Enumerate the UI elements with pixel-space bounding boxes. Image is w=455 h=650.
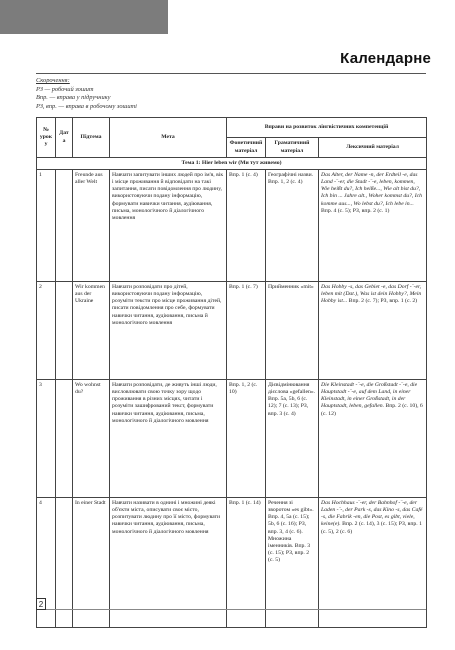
cell-grammar: Прийменник «mit»	[266, 282, 319, 380]
cell-subtopic: Wo wohnst du?	[73, 380, 110, 498]
top-decor-band	[0, 0, 168, 34]
footer-rule	[46, 609, 426, 610]
cell-phonetic: Впр. 1 (с. 4)	[227, 170, 266, 282]
cell-lexical	[319, 170, 427, 282]
cell-num: 1	[37, 170, 56, 282]
header-goal: Мета	[110, 118, 227, 158]
header-phonetic: Фонетичний матеріал	[227, 138, 266, 158]
cell-lexical	[319, 380, 427, 498]
table-row	[37, 380, 427, 498]
cell-lexical	[319, 282, 427, 380]
cell-phonetic: Впр. 1 (с. 7)	[227, 282, 266, 380]
cell-subtopic: Freunde aus aller Welt	[73, 170, 110, 282]
cell-grammar: Речення зі зворотом «es gibt». Впр. 4, 5а (с. 15); 5b, 6 (с. 16); РЗ, впр. 3, 4 (с. 6). Множина іменників. Впр. 3 (с. 15); РЗ, впр. 2 (с. 5)	[266, 498, 319, 628]
cell-grammar: Дієвідмінювання дієслова «gefallen». Впр. 5а, 5b, 6 (с. 12); 7 (с. 13); РЗ, впр. 3 (с. 4)	[266, 380, 319, 498]
header-date: Дата	[56, 118, 73, 158]
cell-goal: Навчати розповідати, де живуть інші люди, висловлювати свою точку зору щодо проживання в різних місцях, читати і розуміти зашифрований текст, формувати навички читання, аудіювання, письма, монологічного й діалогічного мовлення	[110, 380, 227, 498]
cell-phonetic: Впр. 1, 2 (с. 10)	[227, 380, 266, 498]
cell-date	[56, 380, 73, 498]
lexical-exercises: Впр. 2 (с. 14), 3 (с. 15); РЗ, впр. 1 (с. 5), 2 (с. 6)	[321, 521, 422, 535]
lexical-exercises: Впр. 2 (с. 7); РЗ, впр. 1 (с. 2)	[348, 298, 418, 305]
abbreviations-block	[36, 77, 137, 111]
abbreviations-title: Скорочення:	[36, 77, 70, 84]
header-subtopic: Підтема	[73, 118, 110, 158]
lexical-exercises: Впр. 2 (с. 10), 6 (с. 12)	[321, 403, 423, 417]
page-title: Календарне	[340, 50, 431, 67]
header-lexical: Лексичний матеріал	[319, 138, 427, 158]
lexical-exercises: Впр. 4 (с. 5); РЗ, впр. 2 (с. 1)	[321, 207, 390, 214]
lexical-words: Die Kleinstadt -¨-e, die Großstadt -¨-e, die Hauptstadt -¨-e, auf dem Land, in einer Kleinstadt, in einer Großstadt, in der Hauptstadt, leben, gefallen.	[321, 381, 418, 410]
cell-goal: Навчати розповідати про дітей, використовуючи подану інформацію, розуміти тексти про місце проживання дітей, писати повідомлення про себе, формувати навички читання, аудіювання, письма й монологічного мовлення	[110, 282, 227, 380]
header-rule	[36, 73, 426, 74]
cell-subtopic: Wir kommen aus der Ukraine	[73, 282, 110, 380]
cell-date	[56, 282, 73, 380]
table-row	[37, 282, 427, 380]
abbreviation-line: Впр. — вправа у підручнику	[36, 94, 111, 102]
lexical-words: Das Hobby -s, das Gebiet -e, das Dorf -¨-er, leben mit (Dat.), Was ist dein Hobby?, Mein Hobby ist...	[321, 283, 422, 305]
topic-row: Тема 1: Hier leben wir (Ми тут живемо)	[37, 158, 427, 170]
cell-goal: Навчати запитувати інших людей про ім'я, вік і місце проживання й відповідати на такі запитання, писати повідомлення про людину, використовуючи подану інформацію, формувати навички читання, аудіювання, письма, монологічного й діалогічного мовлення	[110, 170, 227, 282]
cell-num: 2	[37, 282, 56, 380]
header-exercises-group: Вправи на розвиток лінгвістичних компетенцій	[227, 118, 427, 138]
abbreviation-line: РЗ — робочий зошит	[36, 85, 94, 93]
cell-phonetic: Впр. 1 (с. 14)	[227, 498, 266, 628]
header-lesson-number: № уроку	[37, 118, 56, 158]
abbreviation-line: РЗ, впр. — вправа в робочому зошиті	[36, 102, 137, 110]
header-grammar: Граматичний матеріал	[266, 138, 319, 158]
cell-date	[56, 170, 73, 282]
lexical-words: Das Alter, der Name -n, der Erdteil -e, das Land -¨-er, die Stadt -¨-e, leben, kommen, Wie heißt du?, Ich heiße..., Wie alt bist du?, Ich bin ... Jahre alt., Woher kommst du?, Ich komme aus..., Wo lebst du?, Ich lebe in...	[321, 171, 422, 207]
cell-num: 3	[37, 380, 56, 498]
cell-num: 4	[37, 498, 56, 628]
lexical-words: Das Hochhaus -¨-er, der Bahnhof -¨-e, der Laden -¨-, der Park -s, das Kino -s, das Café -s, die Fabrik -en, die Post, es gibt, viele, keine(e).	[321, 499, 423, 528]
cell-subtopic: In einer Stadt	[73, 498, 110, 628]
calendar-plan-table	[36, 117, 426, 628]
table-row	[37, 170, 427, 282]
cell-goal: Навчати називати в однині і множині деякі об'єкти міста, описувати своє місто, розпитувати людину про її місто, формувати навички читання, аудіювання, письма, монологічного й діалогічного мовлення	[110, 498, 227, 628]
page-number: 2	[36, 598, 46, 610]
cell-grammar: Географічні назви. Впр. 1, 2 (с. 4)	[266, 170, 319, 282]
